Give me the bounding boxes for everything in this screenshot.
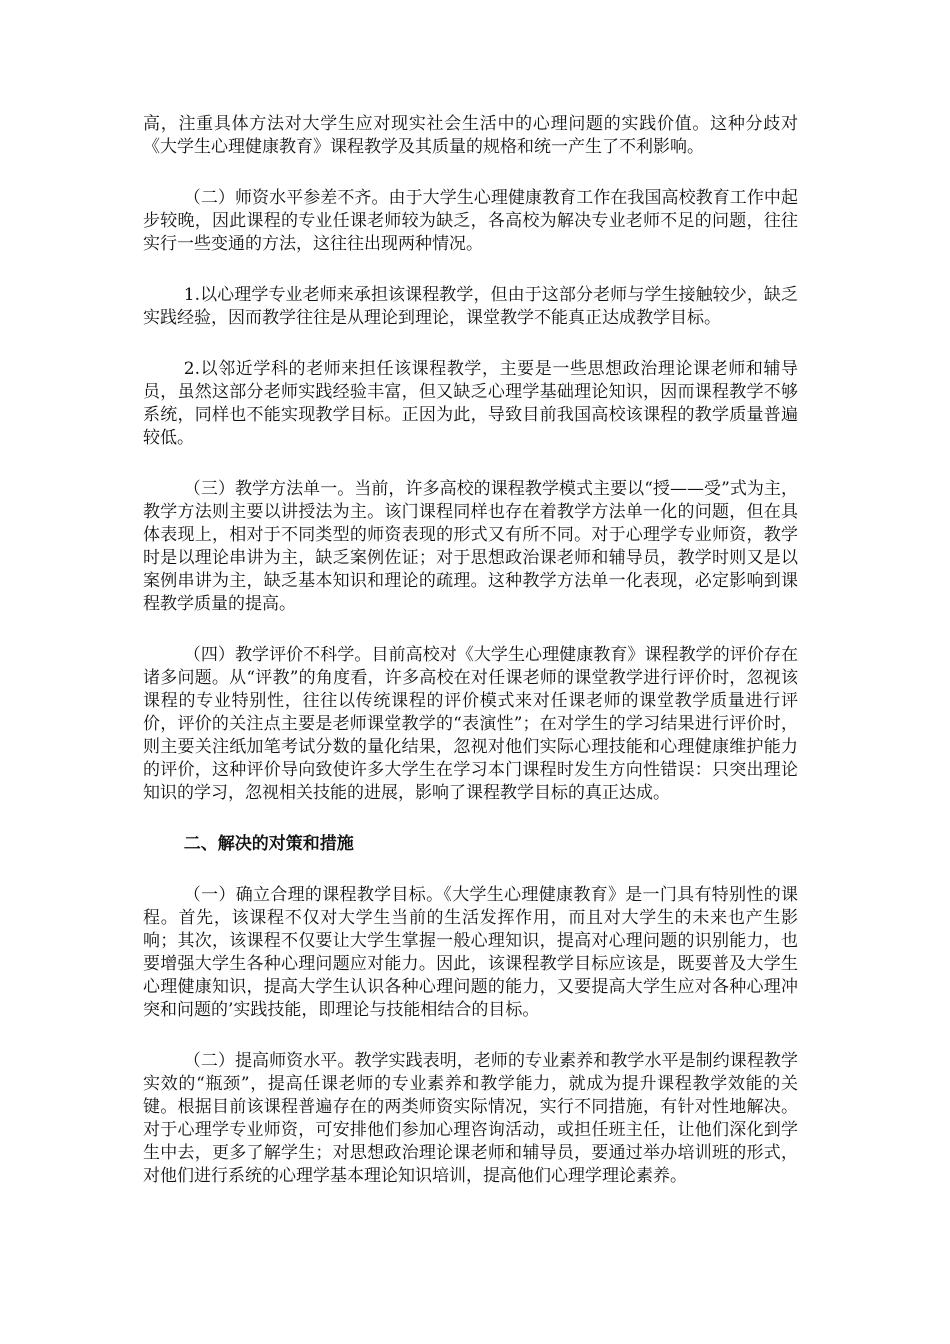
paragraph-case-1: 1.以心理学专业老师来承担该课程教学，但由于这部分老师与学生接触较少，缺乏实践经验，因而教学往往是从理论到理论，课堂教学不能真正达成教学目标。 <box>143 285 798 328</box>
paragraph-improve-teachers: （二）提高师资水平。教学实践表明，老师的专业素养和教学水平是制约课程教学实效的“瓶颈”，提高任课老师的专业素养和教学能力，就成为提升课程教学效能的关键。根据目前该课程普遍存在的两类师资实际情况，实行不同措施，有针对性地解决。对于心理学专业师资，可安排他们参加心理咨询活动，或担任班主任，让他们深化到学生中去，更多了解学生；对思想政治理论课老师和辅导员，要通过举办培训班的形式，对他们进行系统的心理学基本理论知识培训，提高他们心理学理论素养。 <box>143 1051 798 1186</box>
paragraph-teaching-method: （三）教学方法单一。当前，许多高校的课程教学模式主要以“授——受”式为主，教学方法则主要以讲授法为主。该门课程同样也存在着教学方法单一化的问题，但在具体表现上，相对于不同类型的师资表现的形式又有所不同。对于心理学专业师资，教学时是以理论串讲为主，缺乏案例佐证；对于思想政治课老师和辅导员，教学时则又是以案例串讲为主，缺乏基本知识和理论的疏理。这种教学方法单一化表现，必定影响到课程教学质量的提高。 <box>143 479 798 614</box>
paragraph-teaching-evaluation: （四）教学评价不科学。目前高校对《大学生心理健康教育》课程教学的评价存在诸多问题。从“评教”的角度看，许多高校在对任课老师的课堂教学进行评价时，忽视该课程的专业特别性，往往以传统课程的评价模式来对任课老师的课堂教学质量进行评价，评价的关注点主要是老师课堂教学的“表演性”；在对学生的学习结果进行评价时，则主要关注纸加笔考试分数的量化结果，忽视对他们实际心理技能和心理健康维护能力的评价，这种评价导向致使许多大学生在学习本门课程时发生方向性错误：只突出理论知识的学习，忽视相关技能的进展，影响了课程教学目标的真正达成。 <box>143 645 798 803</box>
section-heading: 二、解决的对策和措施 <box>183 834 354 854</box>
paragraph-continuation: 高，注重具体方法对大学生应对现实社会生活中的心理问题的实践价值。这种分歧对《大学生心理健康教育》课程教学及其质量的规格和统一产生了不利影响。 <box>143 114 798 157</box>
paragraph-teaching-goal: （一）确立合理的课程教学目标。《大学生心理健康教育》是一门具有特别性的课程。首先，该课程不仅对大学生当前的生活发挥作用，而且对大学生的未来也产生影响；其次，该课程不仅要让大学生掌握一般心理知识，提高对心理问题的识别能力，也要增强大学生各种心理问题应对能力。因此，该课程教学目标应该是，既要普及大学生心理健康知识，提高大学生认识各种心理问题的能力，又要提高大学生应对各种心理冲突和问题的’实践技能，即理论与技能相结合的目标。 <box>143 885 798 1020</box>
paragraph-case-2: 2.以邻近学科的老师来担任该课程教学，主要是一些思想政治理论课老师和辅导员，虽然这部分老师实践经验丰富，但又缺乏心理学基础理论知识，因而课程教学不够系统，同样也不能实现教学目标。正因为此，导致目前我国高校该课程的教学质量普遍较低。 <box>143 359 798 448</box>
paragraph-teacher-level: （二）师资水平参差不齐。由于大学生心理健康教育工作在我国高校教育工作中起步较晚，因此课程的专业任课老师较为缺乏，各高校为解决专业老师不足的问题，往往实行一些变通的方法，这往往出现两种情况。 <box>143 188 798 254</box>
document-body <box>143 113 798 1216</box>
